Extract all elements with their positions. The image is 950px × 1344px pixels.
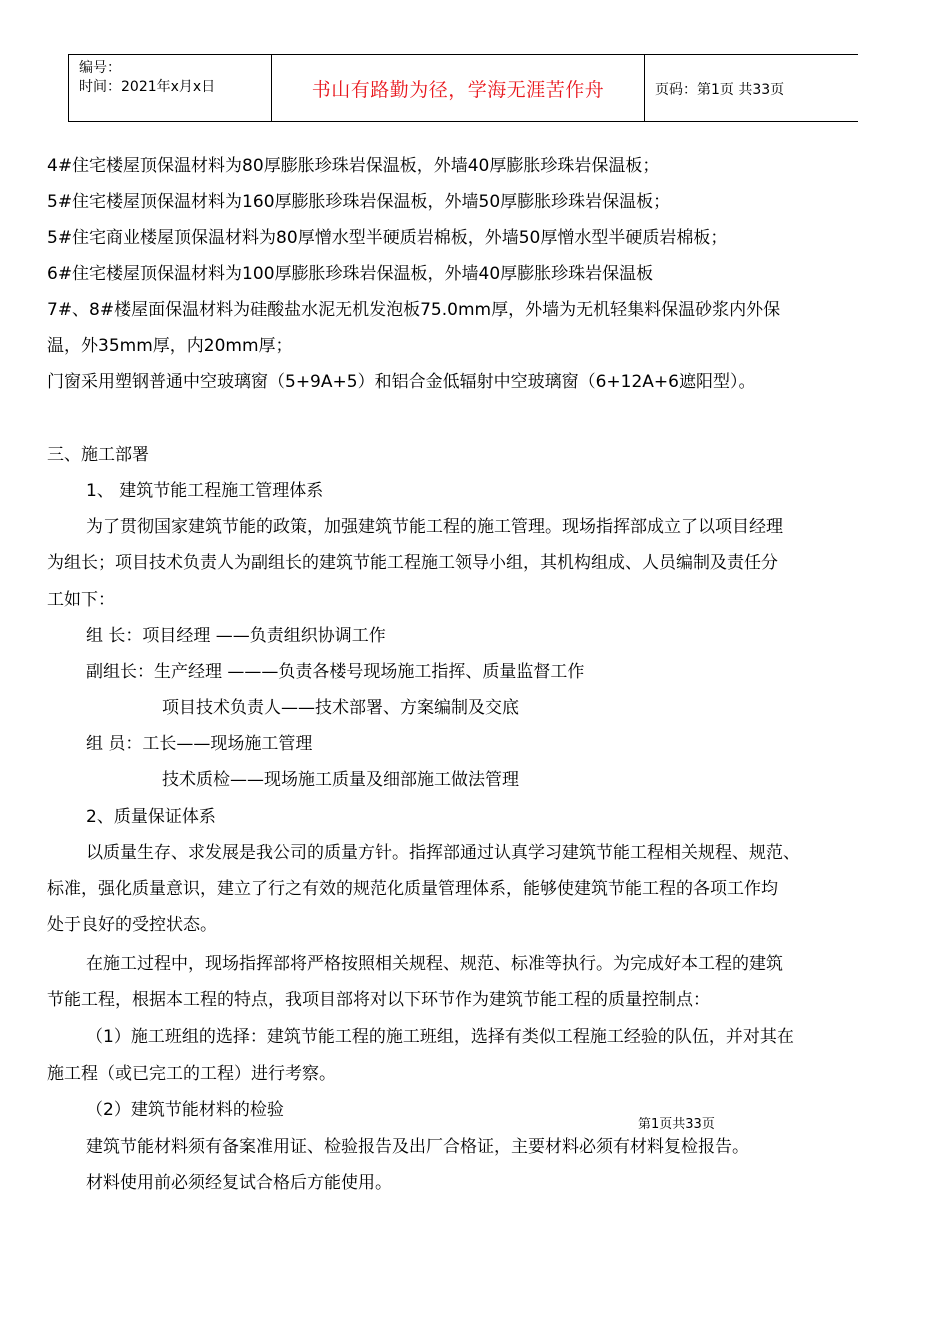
body-line: 5#住宅商业楼屋顶保温材料为80厚憎水型半硬质岩棉板，外墙50厚憎水型半硬质岩棉板； [47,228,728,248]
body-line: 工如下： [47,590,115,610]
org-line: 副组长：生产经理 ———负责各楼号现场施工指挥、质量监督工作 [86,662,585,682]
body-line: （1）施工班组的选择：建筑节能工程的施工班组，选择有类似工程施工经验的队伍，并对其在 [86,1027,794,1047]
page-footer: 第1页共33页 [638,1117,715,1132]
body-line: 7#、8#楼屋面保温材料为硅酸盐水泥无机发泡板75.0mm厚，外墙为无机轻集料保温砂浆内外保 [47,300,781,320]
document-number-label: 编号： [79,60,121,76]
org-line: 项目技术负责人——技术部署、方案编制及交底 [162,698,519,718]
body-line: 门窗采用塑钢普通中空玻璃窗（5+9A+5）和铝合金低辐射中空玻璃窗（6+12A+6遮阳型）。 [47,372,756,392]
body-line: 6#住宅楼屋顶保温材料为100厚膨胀珍珠岩保温板，外墙40厚膨胀珍珠岩保温板 [47,264,654,284]
header-motto: 书山有路勤为径，学海无涯苦作舟 [311,79,605,101]
section-heading: 三、施工部署 [47,445,149,465]
document-time-label: 时间：2021年x月x日 [79,79,216,95]
body-line: 温，外35mm厚，内20mm厚； [47,336,293,356]
header-info-cell [69,55,272,121]
org-line: 组 员：工长——现场施工管理 [86,734,313,754]
header-page-cell [645,55,857,121]
subsection-heading: 1、 建筑节能工程施工管理体系 [86,481,324,501]
org-line: 组 长：项目经理 ——负责组织协调工作 [86,626,386,646]
body-line: 处于良好的受控状态。 [47,915,217,935]
body-line: 建筑节能材料须有备案准用证、检验报告及出厂合格证，主要材料必须有材料复检报告。 [86,1137,749,1157]
body-line: 4#住宅楼屋顶保温材料为80厚膨胀珍珠岩保温板，外墙40厚膨胀珍珠岩保温板； [47,156,660,176]
body-line: 为了贯彻国家建筑节能的政策，加强建筑节能工程的施工管理。现场指挥部成立了以项目经理 [86,517,783,537]
body-line: 5#住宅楼屋顶保温材料为160厚膨胀珍珠岩保温板，外墙50厚膨胀珍珠岩保温板； [47,192,671,212]
subsection-heading: 2、质量保证体系 [86,807,216,827]
body-line: 以质量生存、求发展是我公司的质量方针。指挥部通过认真学习建筑节能工程相关规程、规范、 [86,843,800,863]
header-page-code: 页码：第1页 共33页 [655,82,785,98]
org-line: 技术质检——现场施工质量及细部施工做法管理 [162,770,519,790]
header-table [68,54,858,122]
body-line: 材料使用前必须经复试合格后方能使用。 [86,1173,392,1193]
body-line: 在施工过程中，现场指挥部将严格按照相关规程、规范、标准等执行。为完成好本工程的建筑 [86,954,783,974]
header-motto-cell [272,55,645,121]
body-line: 标准，强化质量意识，建立了行之有效的规范化质量管理体系，能够使建筑节能工程的各项工作均 [47,879,778,899]
body-line: 为组长；项目技术负责人为副组长的建筑节能工程施工领导小组，其机构组成、人员编制及责任分 [47,553,778,573]
body-line: 节能工程，根据本工程的特点，我项目部将对以下环节作为建筑节能工程的质量控制点： [47,990,710,1010]
body-line: 施工程（或已完工的工程）进行考察。 [47,1064,336,1084]
body-line: （2）建筑节能材料的检验 [86,1100,284,1120]
